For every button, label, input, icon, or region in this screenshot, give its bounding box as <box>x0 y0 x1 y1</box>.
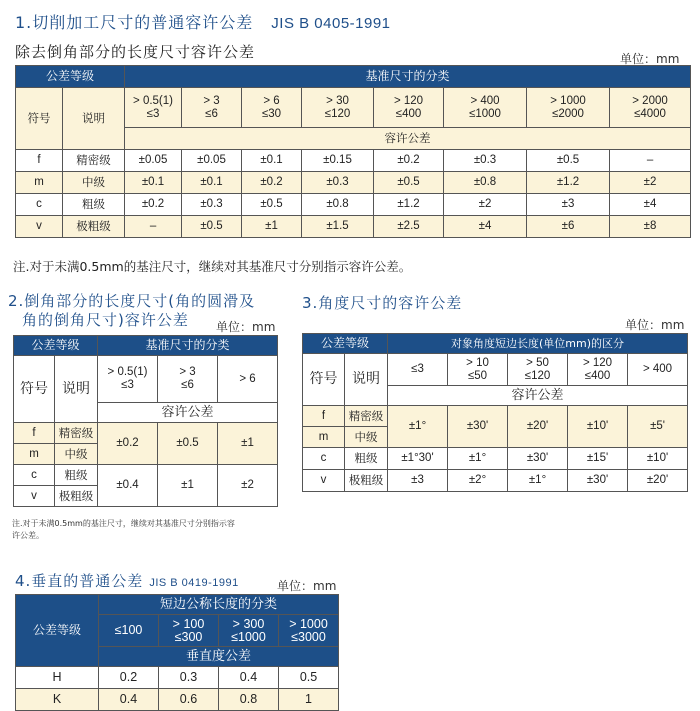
range-high: ≤3000 <box>291 629 326 644</box>
range-3 <box>568 354 628 386</box>
range-high: ≤6 <box>181 379 194 391</box>
range-high: ≤120 <box>524 369 551 382</box>
section2-title-line2: 角的倒角尺寸)容许公差 <box>22 311 189 329</box>
table-row-v <box>303 470 688 492</box>
table-row-f <box>14 423 278 444</box>
row-desc: 粗级 <box>55 465 98 486</box>
cell: ±0.3 <box>444 150 527 172</box>
range-3 <box>302 88 374 128</box>
range-5 <box>444 88 527 128</box>
section2-note-line1: 注.对于未满0.5mm的基注尺寸，继续对其基准尺寸分别指示容 <box>12 519 235 528</box>
range-low: > 10 <box>466 356 489 369</box>
header-category: 对象角度短边长度(单位mm)的区分 <box>388 334 688 354</box>
section3-unit: 单位：mm <box>625 318 685 332</box>
range-high: ≤300 <box>174 629 203 644</box>
row-desc: 极粗级 <box>345 470 388 492</box>
cell: ±1 <box>242 216 302 238</box>
cell: 0.4 <box>219 667 279 689</box>
range-2 <box>218 356 278 403</box>
range-0 <box>125 88 182 128</box>
range-high: ≤120 <box>324 107 351 120</box>
section1-note: 注.对于未满0.5mm的基注尺寸，继续对其基准尺寸分别指示容许公差。 <box>13 259 412 274</box>
row-desc: 中级 <box>55 444 98 465</box>
range-low: > 3 <box>179 366 196 378</box>
cell: ±30' <box>508 448 568 470</box>
range-high: ≤3 <box>121 379 134 391</box>
cell: ±2.5 <box>374 216 444 238</box>
row-symbol: c <box>303 448 345 470</box>
cell: ±2° <box>448 470 508 492</box>
cell: ±1° <box>388 406 448 448</box>
range-low: > 30 <box>326 94 349 107</box>
table-row-f <box>16 150 691 172</box>
cell: ±1°30' <box>388 448 448 470</box>
section2-unit: 单位：mm <box>216 320 276 334</box>
range-0 <box>388 354 448 386</box>
section1-standard: JIS B 0405-1991 <box>271 15 391 32</box>
cell: 0.6 <box>159 689 219 711</box>
row-desc: 中级 <box>63 172 125 194</box>
col-symbol: 符号 <box>16 88 63 150</box>
table-row-h <box>16 667 339 689</box>
cell: 0.4 <box>99 689 159 711</box>
section1-unit: 单位：mm <box>620 52 680 66</box>
cell: – <box>610 150 691 172</box>
cell: ±0.05 <box>125 150 182 172</box>
range-low: > 0.5(1) <box>133 94 173 107</box>
row-symbol: c <box>16 194 63 216</box>
cell: ±1.2 <box>527 172 610 194</box>
cell: ±0.8 <box>302 194 374 216</box>
range-3 <box>279 615 339 647</box>
row-desc: 粗级 <box>345 448 388 470</box>
table-row-c <box>16 194 691 216</box>
section4-title-text: 4.垂直的普通公差 <box>15 572 144 590</box>
section4-unit: 单位：mm <box>277 579 337 593</box>
cell: ±20' <box>508 406 568 448</box>
range-low: > 6 <box>239 372 256 385</box>
tolerance-label: 容许公差 <box>125 128 691 150</box>
range-high: ≤50 <box>467 369 488 382</box>
col-desc: 说明 <box>63 88 125 150</box>
range-6 <box>527 88 610 128</box>
row-desc: 粗级 <box>63 194 125 216</box>
range-high: ≤1000 <box>469 107 501 120</box>
row-desc: 极粗级 <box>55 486 98 507</box>
section1-title <box>15 10 391 33</box>
header-grade: 公差等级 <box>16 66 125 88</box>
cell: ±1.5 <box>302 216 374 238</box>
cell: ±1.2 <box>374 194 444 216</box>
range-0 <box>99 615 159 647</box>
cell: 0.5 <box>279 667 339 689</box>
cell: ±6 <box>527 216 610 238</box>
cell: ±0.3 <box>302 172 374 194</box>
table-row-m <box>16 172 691 194</box>
cell: ±2 <box>444 194 527 216</box>
cell: ±0.2 <box>98 423 158 465</box>
range-2 <box>219 615 279 647</box>
row-symbol: f <box>14 423 55 444</box>
cell: – <box>125 216 182 238</box>
cell: ±0.1 <box>242 150 302 172</box>
range-low: ≤100 <box>114 623 143 637</box>
section3-title: 3.角度尺寸的容许公差 <box>302 294 463 312</box>
range-2 <box>508 354 568 386</box>
row-symbol: v <box>303 470 345 492</box>
row-desc: 极粗级 <box>63 216 125 238</box>
section4-title <box>15 570 239 591</box>
cell: ±0.5 <box>182 216 242 238</box>
section2-note <box>12 518 235 542</box>
table-row-v <box>16 216 691 238</box>
cell: ±0.2 <box>242 172 302 194</box>
range-low: ≤3 <box>411 363 424 375</box>
header-grade: 公差等级 <box>16 595 99 667</box>
cell: ±4 <box>610 194 691 216</box>
cell: 0.3 <box>159 667 219 689</box>
cell: ±1 <box>218 423 278 465</box>
cell: ±0.3 <box>182 194 242 216</box>
cell: ±3 <box>527 194 610 216</box>
range-low: > 120 <box>393 94 424 107</box>
cell: ±2 <box>218 465 278 507</box>
cell: ±0.1 <box>125 172 182 194</box>
cell: ±0.5 <box>527 150 610 172</box>
col-desc: 说明 <box>55 356 98 423</box>
row-grade: K <box>16 689 99 711</box>
range-low: > 400 <box>470 94 500 107</box>
section2-table <box>13 335 278 507</box>
range-high: ≤4000 <box>634 107 666 120</box>
tolerance-label: 容许公差 <box>98 403 278 423</box>
row-symbol: v <box>16 216 63 238</box>
cell: ±0.5 <box>374 172 444 194</box>
range-0 <box>98 356 158 403</box>
range-low: > 1000 <box>550 94 586 107</box>
cell: ±2 <box>610 172 691 194</box>
cell: ±20' <box>628 470 688 492</box>
range-4 <box>628 354 688 386</box>
range-high: ≤3 <box>146 107 160 120</box>
range-low: > 1000 <box>289 616 328 631</box>
range-7 <box>610 88 691 128</box>
cell: ±10' <box>568 406 628 448</box>
range-low: > 400 <box>642 363 673 375</box>
table-row-f <box>303 406 688 427</box>
cell: ±4 <box>444 216 527 238</box>
range-high: ≤400 <box>584 369 611 382</box>
cell: ±1 <box>158 465 218 507</box>
header-grade: 公差等级 <box>14 336 98 356</box>
range-high: ≤30 <box>261 107 282 120</box>
col-desc: 说明 <box>345 354 388 406</box>
cell: ±3 <box>388 470 448 492</box>
row-desc: 中级 <box>345 427 388 448</box>
section4-table <box>15 594 339 711</box>
section4-standard: JIS B 0419-1991 <box>149 577 239 589</box>
cell: ±0.4 <box>98 465 158 507</box>
cell: ±10' <box>628 448 688 470</box>
tolerance-label: 垂直度公差 <box>99 647 339 667</box>
section2-note-line2: 许公差。 <box>12 531 44 540</box>
range-4 <box>374 88 444 128</box>
cell: ±0.2 <box>125 194 182 216</box>
col-symbol: 符号 <box>303 354 345 406</box>
header-category: 基准尺寸的分类 <box>125 66 691 88</box>
cell: 0.8 <box>219 689 279 711</box>
cell: ±0.5 <box>242 194 302 216</box>
header-grade: 公差等级 <box>303 334 388 354</box>
section1-title-text: 1.切削加工尺寸的普通容许公差 <box>15 13 254 32</box>
row-symbol: v <box>14 486 55 507</box>
range-low: > 300 <box>232 616 265 631</box>
cell: ±30' <box>448 406 508 448</box>
cell: 0.2 <box>99 667 159 689</box>
cell: ±1° <box>508 470 568 492</box>
cell: ±0.1 <box>182 172 242 194</box>
range-1 <box>158 356 218 403</box>
row-symbol: m <box>14 444 55 465</box>
range-high: ≤400 <box>395 107 422 120</box>
tolerance-label: 容许公差 <box>388 386 688 406</box>
cell: ±1° <box>448 448 508 470</box>
cell: ±0.2 <box>374 150 444 172</box>
row-symbol: f <box>303 406 345 427</box>
cell: ±0.8 <box>444 172 527 194</box>
header-category: 基准尺寸的分类 <box>98 336 278 356</box>
table-row-c <box>303 448 688 470</box>
header-category: 短边公称长度的分类 <box>99 595 339 615</box>
range-1 <box>159 615 219 647</box>
cell: ±30' <box>568 470 628 492</box>
row-symbol: m <box>16 172 63 194</box>
cell: ±0.15 <box>302 150 374 172</box>
range-low: > 3 <box>203 94 220 107</box>
range-low: > 2000 <box>632 94 668 107</box>
row-symbol: c <box>14 465 55 486</box>
row-desc: 精密级 <box>63 150 125 172</box>
section1-subtitle: 除去倒角部分的长度尺寸容许公差 <box>15 43 256 61</box>
cell: ±0.05 <box>182 150 242 172</box>
table-row-c <box>14 465 278 486</box>
cell: ±0.5 <box>158 423 218 465</box>
cell: ±15' <box>568 448 628 470</box>
row-symbol: m <box>303 427 345 448</box>
range-low: > 0.5(1) <box>107 366 148 378</box>
range-low: > 100 <box>172 616 205 631</box>
row-desc: 精密级 <box>55 423 98 444</box>
range-low: > 120 <box>582 356 613 369</box>
range-low: > 50 <box>526 356 549 369</box>
range-1 <box>182 88 242 128</box>
cell: 1 <box>279 689 339 711</box>
section3-table <box>302 333 688 492</box>
range-1 <box>448 354 508 386</box>
cell: ±8 <box>610 216 691 238</box>
range-low: > 6 <box>263 94 280 107</box>
row-desc: 精密级 <box>345 406 388 427</box>
range-high: ≤6 <box>205 107 218 120</box>
row-grade: H <box>16 667 99 689</box>
range-2 <box>242 88 302 128</box>
range-high: ≤2000 <box>552 107 584 120</box>
col-symbol: 符号 <box>14 356 55 423</box>
cell: ±5' <box>628 406 688 448</box>
row-symbol: f <box>16 150 63 172</box>
section1-table <box>15 65 691 238</box>
range-high: ≤1000 <box>231 629 266 644</box>
section2-title-line1: 2.倒角部分的长度尺寸(角的圆滑及 <box>8 292 256 310</box>
